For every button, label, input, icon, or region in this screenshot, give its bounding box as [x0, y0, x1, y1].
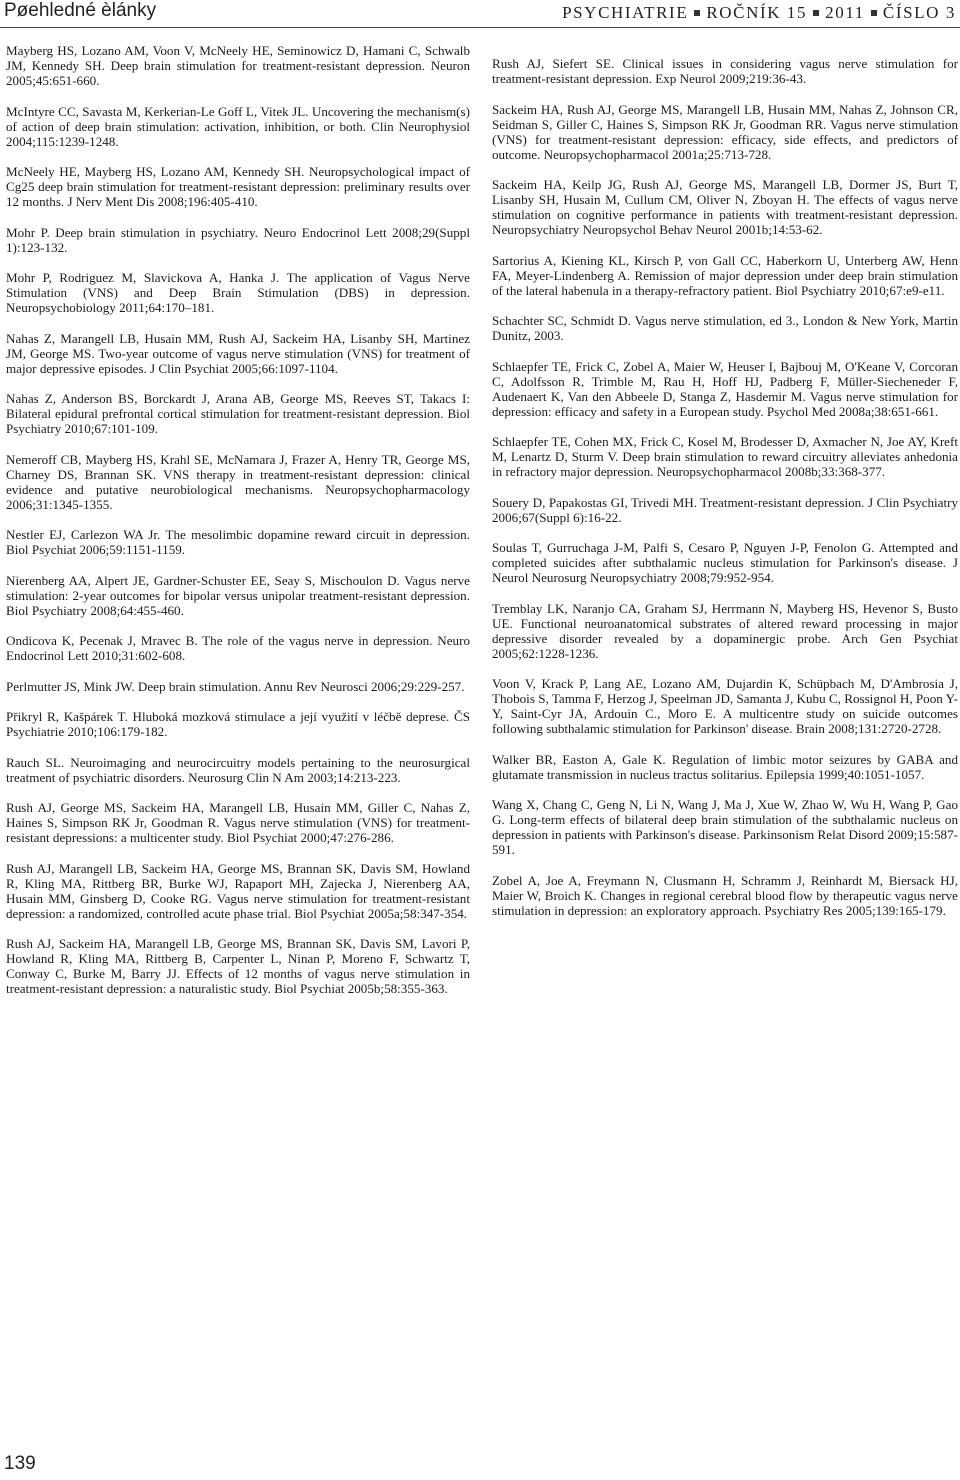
- reference-entry: Mohr P, Rodriguez M, Slavickova A, Hanka J. The application of Vagus Nerve Stimulation (VNS) and Deep Brain Stimulation (DBS) in depression. Neuropsychobiology 2011;64:170–181.: [6, 270, 470, 315]
- separator-square-icon: [694, 10, 700, 16]
- separator-square-icon: [871, 10, 877, 16]
- reference-entry: McIntyre CC, Savasta M, Kerkerian-Le Goff L, Vitek JL. Uncovering the mechanism(s) of action of deep brain stimulation: activation, inhibition, or both. Clin Neurophysiol 2004;115:1239-1248.: [6, 103, 470, 149]
- page-header: [0, 0, 960, 28]
- references-right-column: [492, 56, 958, 933]
- reference-entry: Rush AJ, Sackeim HA, Marangell LB, George MS, Brannan SK, Davis SM, Lavori P, Howland R, Kling MA, Rittberg B, Carpenter L, Ninan P, Moreno F, Schwartz T, Conway C, Burke M, Barry JJ. Effects of 12 months of vagus nerve stimulation in treatment-resistant depression: a naturalistic study. Biol Psychiat 2005b;58:355-363.: [6, 936, 470, 996]
- reference-entry: Tremblay LK, Naranjo CA, Graham SJ, Herrmann N, Mayberg HS, Hevenor S, Busto UE. Functional neuroanatomical substrates of altered reward processing in major depressive disorder revealed by a dopaminergic probe. Arch Gen Psychiat 2005;62:1228-1236.: [492, 600, 958, 661]
- reference-entry: Zobel A, Joe A, Freymann N, Clusmann H, Schramm J, Reinhardt M, Biersack HJ, Maier W, Broich K. Changes in regional cerebral blood flow by therapeutic vagus nerve stimulation in depression: an exploratory approach. Psychiatry Res 2005;139:165-179.: [492, 872, 958, 918]
- journal-name: PSYCHIATRIE: [562, 3, 689, 22]
- issue-label: ČÍSLO 3: [882, 3, 956, 22]
- reference-entry: Perlmutter JS, Mink JW. Deep brain stimulation. Annu Rev Neurosci 2006;29:229-257.: [6, 678, 465, 694]
- reference-entry: Mayberg HS, Lozano AM, Voon V, McNeely HE, Seminowicz D, Hamani C, Schwalb JM, Kennedy SH. Deep brain stimulation for treatment-resistant depression. Neuron 2005;45:651-660.: [6, 43, 470, 88]
- reference-entry: Rush AJ, Marangell LB, Sackeim HA, George MS, Brannan SK, Davis SM, Howland R, Kling MA, Rittberg BR, Burke WJ, Rapaport MH, Zajecka J, Nierenberg AA, Husain MM, Ginsberg D, Cooke RG. Vagus nerve stimulation for treatment-resistant depression: a randomized, controlled acute phase trial. Biol Psychiat 2005a;58:347-354.: [6, 860, 470, 921]
- references-left-column: [6, 43, 470, 1012]
- reference-entry: Nierenberg AA, Alpert JE, Gardner-Schuster EE, Seay S, Mischoulon D. Vagus nerve stimulation: 2-year outcomes for bipolar versus unipolar treatment-resistant depression. Biol Psychiatry 2008;64:455-460.: [6, 572, 470, 618]
- reference-entry: Sartorius A, Kiening KL, Kirsch P, von Gall CC, Haberkorn U, Unterberg AW, Henn FA, Meyer-Lindenberg A. Remission of major depression under deep brain stimulation of the lateral habenula in a therapy-refractory patient. Biol Psychiatry 2010;67:e9-e11.: [492, 252, 958, 298]
- reference-entry: Nemeroff CB, Mayberg HS, Krahl SE, McNamara J, Frazer A, Henry TR, George MS, Charney DS, Brannan SK. VNS therapy in treatment-resistant depression: clinical evidence and putative neurobiological mechanisms. Neuropsychopharmacology 2006;31:1345-1355.: [6, 451, 470, 512]
- reference-entry: Nahas Z, Anderson BS, Borckardt J, Arana AB, George MS, Reeves ST, Takacs I: Bilateral epidural prefrontal cortical stimulation for treatment-resistant depression. Biol Psychiatry 2010;67:101-109.: [6, 391, 470, 436]
- reference-entry: Přikryl R, Kašpárek T. Hluboká mozková stimulace a její využití v léčbě deprese. ČS Psychiatrie 2010;106:179-182.: [6, 709, 470, 739]
- reference-entry: Soulas T, Gurruchaga J-M, Palfi S, Cesaro P, Nguyen J-P, Fenolon G. Attempted and completed suicides after subthalamic nucleus stimulation for Parkinson's disease. J Neurol Neurosurg Neuropsychiatry 2008;79:952-954.: [492, 540, 958, 585]
- reference-entry: Rush AJ, Siefert SE. Clinical issues in considering vagus nerve stimulation for treatment-resistant depression. Exp Neurol 2009;219:36-43.: [492, 56, 958, 86]
- section-title: Pøehledné èlánky: [4, 0, 157, 21]
- page-number: 139: [4, 1453, 36, 1474]
- reference-entry: Wang X, Chang C, Geng N, Li N, Wang J, Ma J, Xue W, Zhao W, Wu H, Wang P, Gao G. Long-term effects of bilateral deep brain stimulation of the subthalamic nucleus on depression in patients with Parkinson's disease. Parkinsonism Relat Disord 2009;15:587-591.: [492, 797, 958, 857]
- reference-entry: Nestler EJ, Carlezon WA Jr. The mesolimbic dopamine reward circuit in depression. Biol Psychiat 2006;59:1151-1159.: [6, 527, 470, 557]
- reference-entry: Schachter SC, Schmidt D. Vagus nerve stimulation, ed 3., London & New York, Martin Dunitz, 2003.: [492, 313, 958, 343]
- reference-entry: Schlaepfer TE, Cohen MX, Frick C, Kosel M, Brodesser D, Axmacher N, Joe AY, Kreft M, Lenartz D, Sturm V. Deep brain stimulation to reward circuitry alleviates anhedonia in refractory major depression. Neuropsychopharmacol 2008b;33:368-377.: [492, 434, 958, 479]
- reference-entry: Walker BR, Easton A, Gale K. Regulation of limbic motor seizures by GABA and glutamate transmission in nucleus tractus solitarius. Epilepsia 1999;40:1051-1057.: [492, 751, 958, 782]
- reference-entry: Schlaepfer TE, Frick C, Zobel A, Maier W, Heuser I, Bajbouj M, O'Keane V, Corcoran C, Adolfsson R, Trimble M, Rau H, Hoff HJ, Padberg F, Müller-Siecheneder F, Audenaert K, Van den Abbeele D, Stanga Z, Hasdemir M. Vagus nerve stimulation for depression: efficacy and safety in a European study. Psychol Med 2008a;38:651-661.: [492, 358, 958, 419]
- volume-label: ROČNÍK 15: [706, 3, 808, 22]
- reference-entry: Mohr P. Deep brain stimulation in psychiatry. Neuro Endocrinol Lett 2008;29(Suppl 1):123-132.: [6, 224, 470, 255]
- reference-entry: McNeely HE, Mayberg HS, Lozano AM, Kennedy SH. Neuropsychological impact of Cg25 deep brain stimulation for treatment-resistant depression: preliminary results over 12 months. J Nerv Ment Dis 2008;196:405-410.: [6, 164, 470, 209]
- reference-entry: Ondicova K, Pecenak J, Mravec B. The role of the vagus nerve in depression. Neuro Endocrinol Lett 2010;31:602-608.: [6, 633, 470, 663]
- reference-entry: Souery D, Papakostas GI, Trivedi MH. Treatment-resistant depression. J Clin Psychiatry 2006;67(Suppl 6):16-22.: [492, 494, 958, 525]
- reference-entry: Rauch SL. Neuroimaging and neurocircuitry models pertaining to the neurosurgical treatment of psychiatric disorders. Neurosurg Clin N Am 2003;14:213-223.: [6, 754, 470, 785]
- journal-info: [562, 3, 956, 23]
- reference-entry: Sackeim HA, Rush AJ, George MS, Marangell LB, Husain MM, Nahas Z, Johnson CR, Seidman S, Giller C, Haines S, Simpson RK Jr, Goodman RR. Vagus nerve stimulation (VNS) for treatment-resistant depression: efficacy, side effects, and predictors of outcome. Neuropsychopharmacol 2001a;25:713-728.: [492, 101, 958, 162]
- reference-entry: Rush AJ, George MS, Sackeim HA, Marangell LB, Husain MM, Giller C, Nahas Z, Haines S, Simpson RK Jr, Goodman R. Vagus nerve stimulation (VNS) for treatment-resistant depressions: a multicenter study. Biol Psychiat 2000;47:276-286.: [6, 800, 470, 845]
- year-label: 2011: [825, 3, 865, 22]
- reference-entry: Nahas Z, Marangell LB, Husain MM, Rush AJ, Sackeim HA, Lisanby SH, Martinez JM, George MS. Two-year outcome of vagus nerve stimulation (VNS) for treatment of major depressive episodes. J Clin Psychiat 2005;66:1097-1104.: [6, 330, 470, 376]
- reference-entry: Voon V, Krack P, Lang AE, Lozano AM, Dujardin K, Schüpbach M, D'Ambrosia J, Thobois S, Tamma F, Herzog J, Speelman JD, Samanta J, Kubu C, Rossignol H, Poon Y-Y, Saint-Cyr JA, Ardouin C., Moro E. A multicentre study on suicide outcomes following subthalamic stimulation for Parkinson' disease. Brain 2008;131:2720-2728.: [492, 676, 958, 736]
- separator-square-icon: [813, 10, 819, 16]
- reference-entry: Sackeim HA, Keilp JG, Rush AJ, George MS, Marangell LB, Dormer JS, Burt T, Lisanby SH, Husain M, Cullum CM, Oliver N, Zboyan H. The effects of vagus nerve stimulation on cognitive performance in patients with treatment-resistant depression. Neuropsychiatry Neuropsychol Behav Neurol 2001b;14:53-62.: [492, 177, 958, 237]
